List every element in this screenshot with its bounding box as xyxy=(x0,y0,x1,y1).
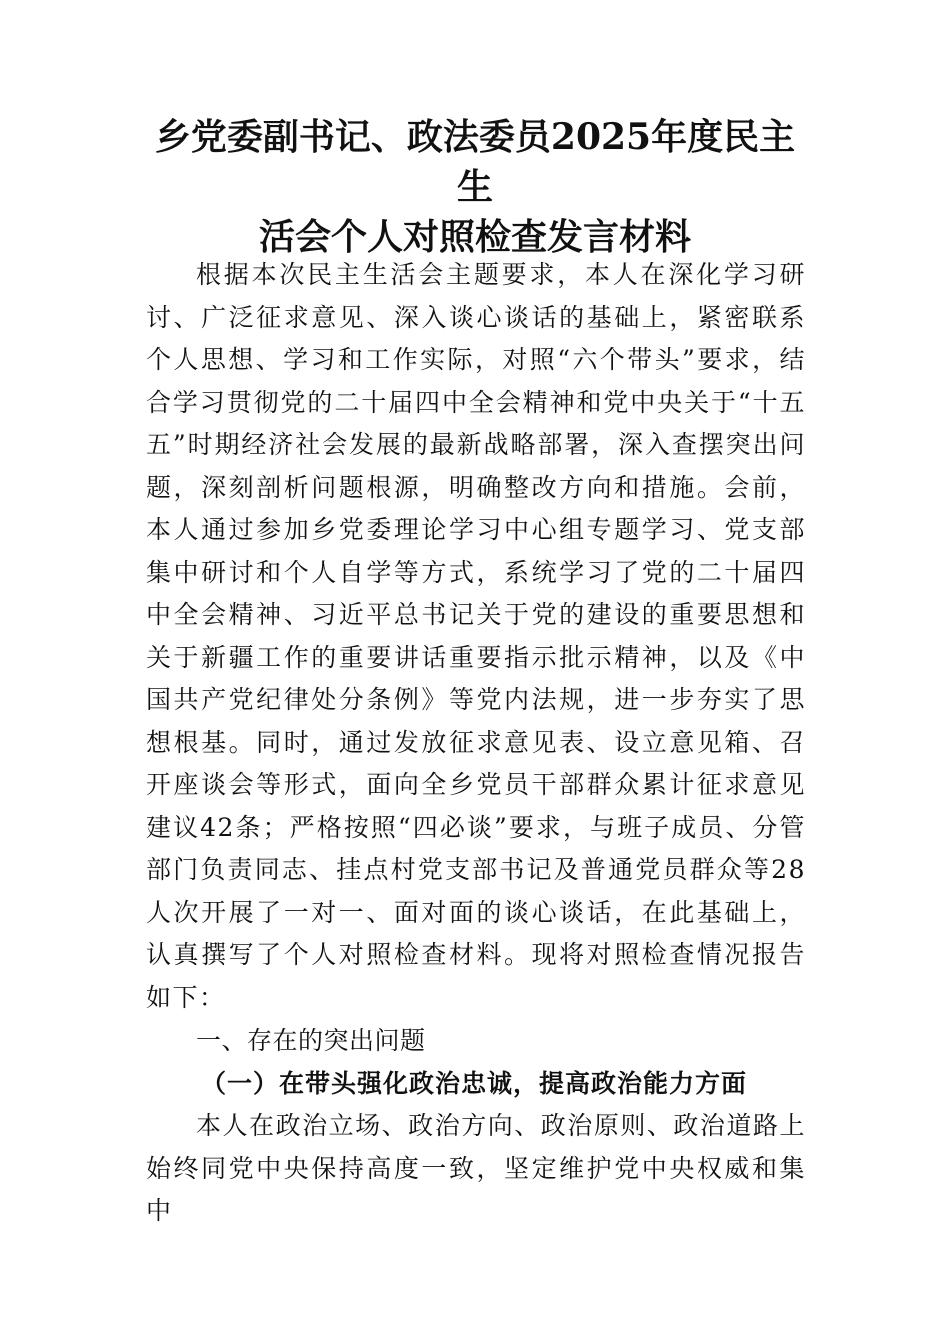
document-body xyxy=(146,254,806,1233)
subsection-paragraph-1: 本人在政治立场、政治方向、政治原则、政治道路上始终同党中央保持高度一致，坚定维护党中央权威和集中 xyxy=(146,1111,806,1225)
document-title xyxy=(140,112,810,262)
intro-paragraph: 根据本次民主生活会主题要求，本人在深化学习研讨、广泛征求意见、深入谈心谈话的基础上，紧密联系个人思想、学习和工作实际，对照“六个带头”要求，结合学习贯彻党的二十届四中全会精神和党中央关于“十五五”时期经济社会发展的最新战略部署，深入查摆突出问题，深刻剖析问题根源，明确整改方向和措施。会前，本人通过参加乡党委理论学习中心组专题学习、党支部集中研讨和个人自学等方式，系统学习了党的二十届四中全会精神、习近平总书记关于党的建设的重要思想和关于新疆工作的重要讲话重要指示批示精神，以及《中国共产党纪律处分条例》等党内法规，进一步夯实了思想根基。同时，通过发放征求意见表、设立意见箱、召开座谈会等形式，面向全乡党员干部群众累计征求意见建议42条；严格按照“四必谈”要求，与班子成员、分管部门负责同志、挂点村党支部书记及普通党员群众等28人次开展了一对一、面对面的谈心谈话，在此基础上，认真撰写了个人对照检查材料。现将对照检查情况报告如下： xyxy=(146,260,806,1012)
section-heading-1: 一、存在的突出问题 xyxy=(196,1026,426,1055)
title-line-1: 乡党委副书记、政法委员2025年度民主生 xyxy=(154,116,796,208)
title-line-2: 活会个人对照检查发言材料 xyxy=(258,216,691,258)
subsection-heading-1: （一）在带头强化政治忠诚，提高政治能力方面 xyxy=(201,1068,748,1098)
